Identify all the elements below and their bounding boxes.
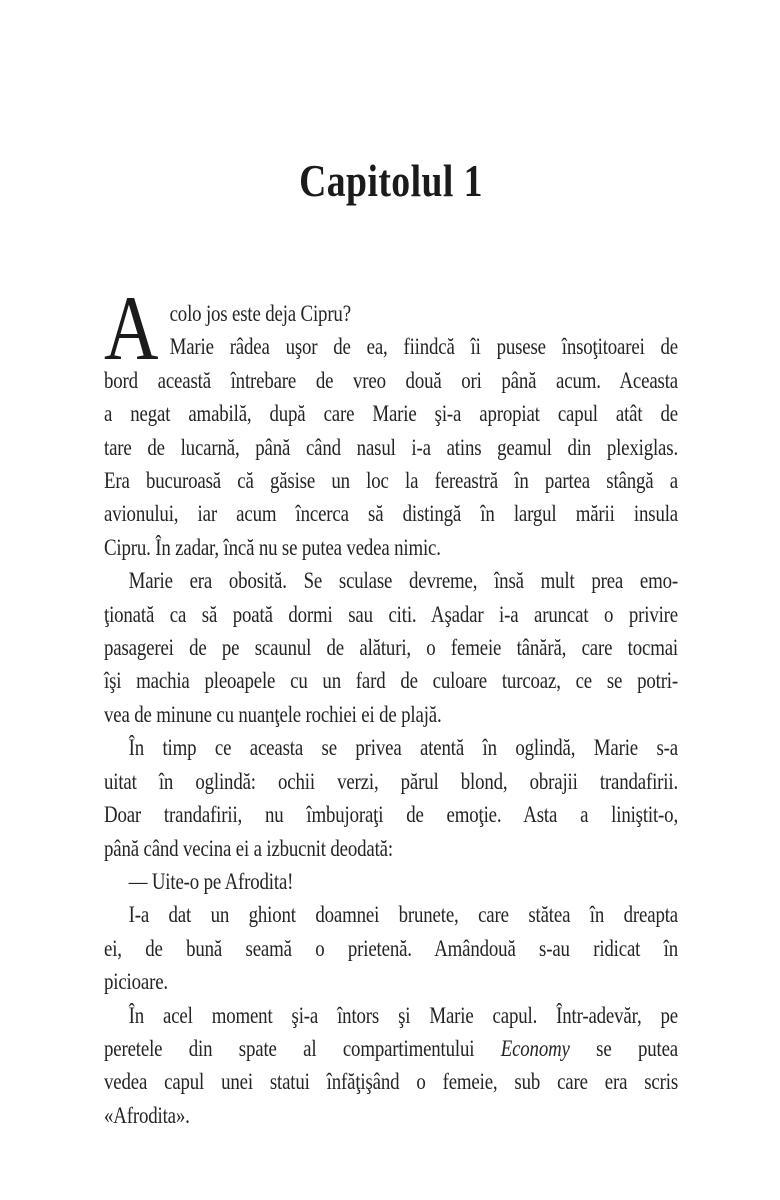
text-line: ţionată ca să poată dormi sau citi. Aşadar i-a aruncat o privire bbox=[104, 601, 678, 627]
opening-paragraphs bbox=[104, 277, 678, 564]
text-line: I-a dat un ghiont doamnei brunete, care stătea în dreapta bbox=[128, 902, 679, 928]
drop-cap: A bbox=[104, 277, 159, 379]
text-line: Cipru. În zadar, încă nu se putea vedea nimic. bbox=[104, 534, 441, 560]
text-column bbox=[104, 0, 678, 1132]
text-line: îşi machia pleoapele cu un fard de culoare turcoaz, ce se potri- bbox=[104, 668, 678, 694]
text-line: Era bucuroasă că găsise un loc la fereastră în partea stângă a bbox=[104, 468, 678, 494]
text-line: vedea capul unei statui înfăţişând o femeie, sub care era scris bbox=[104, 1069, 678, 1095]
text-line: Marie era obosită. Se sculase devreme, însă mult prea emo- bbox=[128, 568, 679, 594]
dialogue-line: — Uite-o pe Afrodita! bbox=[128, 868, 294, 894]
text-line: bord această întrebare de vreo două ori până acum. Aceasta bbox=[104, 367, 678, 393]
text-line: a negat amabilă, după care Marie şi-a apropiat capul atât de bbox=[104, 401, 678, 427]
text-line: colo jos este deja Cipru? bbox=[169, 301, 351, 326]
text-segment: se putea bbox=[569, 1035, 678, 1061]
text-line: vea de minune cu nuanţele rochiei ei de plajă. bbox=[104, 701, 442, 727]
text-line: În acel moment şi-a întors şi Marie capul. Într-adevăr, pe bbox=[128, 1002, 679, 1028]
text-line: ei, de bună seamă o prietenă. Amândouă s-au ridicat în bbox=[104, 935, 678, 961]
chapter-title: Capitolul 1 bbox=[299, 155, 483, 206]
text-line: Doar trandafirii, nu îmbujoraţi de emoţie. Asta a liniştit-o, bbox=[104, 802, 678, 828]
text-line: Marie râdea uşor de ea, fiindcă îi pusese însoţitoarei de bbox=[169, 334, 678, 360]
text-line: avionului, iar acum încerca să distingă în largul mării insula bbox=[104, 501, 678, 527]
text-segment: peretele din spate al compartimentului bbox=[104, 1035, 501, 1061]
chapter-body bbox=[104, 277, 679, 1132]
text-line: În timp ce aceasta se privea atentă în oglindă, Marie s-a bbox=[128, 735, 679, 761]
text-line bbox=[104, 1032, 678, 1065]
text-line: până când vecina ei a izbucnit deodată: bbox=[104, 835, 393, 861]
text-line: pasagerei de pe scaunul de alături, o femeie tânără, care tocmai bbox=[104, 635, 678, 661]
text-line: tare de lucarnă, până când nasul i-a atins geamul din plexiglas. bbox=[104, 434, 678, 460]
text-line: «Afrodita». bbox=[104, 1102, 190, 1128]
italic-word: Economy bbox=[500, 1035, 570, 1061]
text-line: picioare. bbox=[104, 969, 168, 995]
text-line: uitat în oglindă: ochii verzi, părul blond, obrajii trandafirii. bbox=[104, 768, 678, 794]
